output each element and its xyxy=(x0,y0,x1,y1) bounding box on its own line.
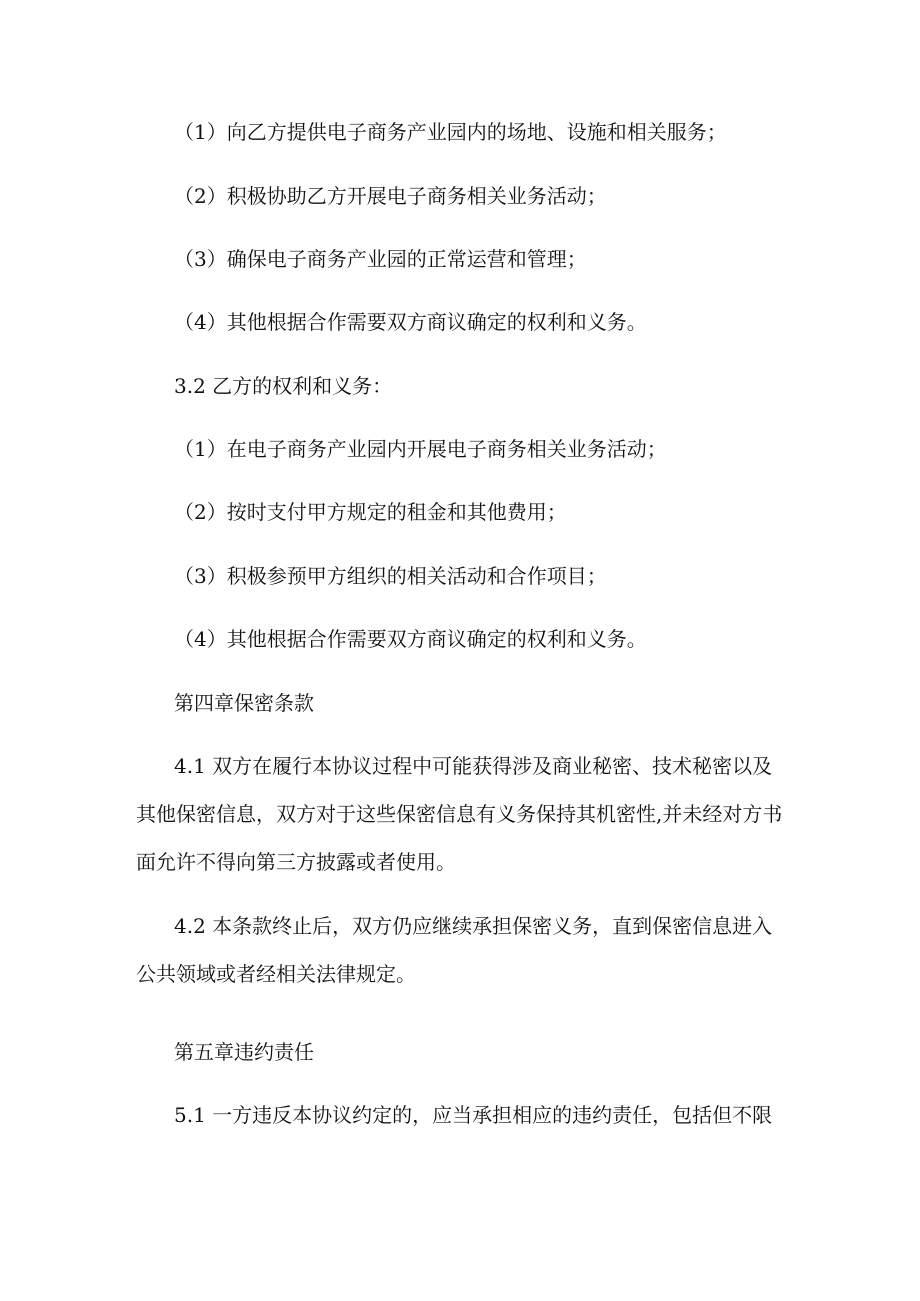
section-heading: 3.2 乙方的权利和义务： xyxy=(174,374,393,398)
paragraph-line: 公共领域或者经相关法律规定。 xyxy=(136,962,416,986)
list-item: （1）在电子商务产业园内开展电子商务相关业务活动； xyxy=(174,437,667,461)
paragraph-line: 4.1 双方在履行本协议过程中可能获得涉及商业秘密、技术秘密以及 xyxy=(174,754,773,778)
chapter-title: 第四章保密条款 xyxy=(174,691,314,715)
paragraph-line: 面允许不得向第三方披露或者使用。 xyxy=(136,850,456,874)
paragraph-line: 5.1 一方违反本协议约定的，应当承担相应的违约责任，包括但不限 xyxy=(174,1103,773,1127)
list-item: （2）积极协助乙方开展电子商务相关业务活动； xyxy=(174,184,607,208)
list-item: （2）按时支付甲方规定的租金和其他费用； xyxy=(174,500,567,524)
list-item: （4）其他根据合作需要双方商议确定的权利和义务。 xyxy=(174,627,647,651)
list-item: （3）积极参预甲方组织的相关活动和合作项目； xyxy=(174,564,607,588)
paragraph-line: 4.2 本条款终止后，双方仍应继续承担保密义务，直到保密信息进入 xyxy=(174,914,773,938)
list-item: （4）其他根据合作需要双方商议确定的权利和义务。 xyxy=(174,310,647,334)
chapter-title: 第五章违约责任 xyxy=(174,1040,314,1064)
list-item: （3）确保电子商务产业园的正常运营和管理； xyxy=(174,247,587,271)
list-item: （1）向乙方提供电子商务产业园内的场地、设施和相关服务； xyxy=(174,120,727,144)
paragraph-line: 其他保密信息，双方对于这些保密信息有义务保持其机密性,并未经对方书 xyxy=(136,802,783,826)
